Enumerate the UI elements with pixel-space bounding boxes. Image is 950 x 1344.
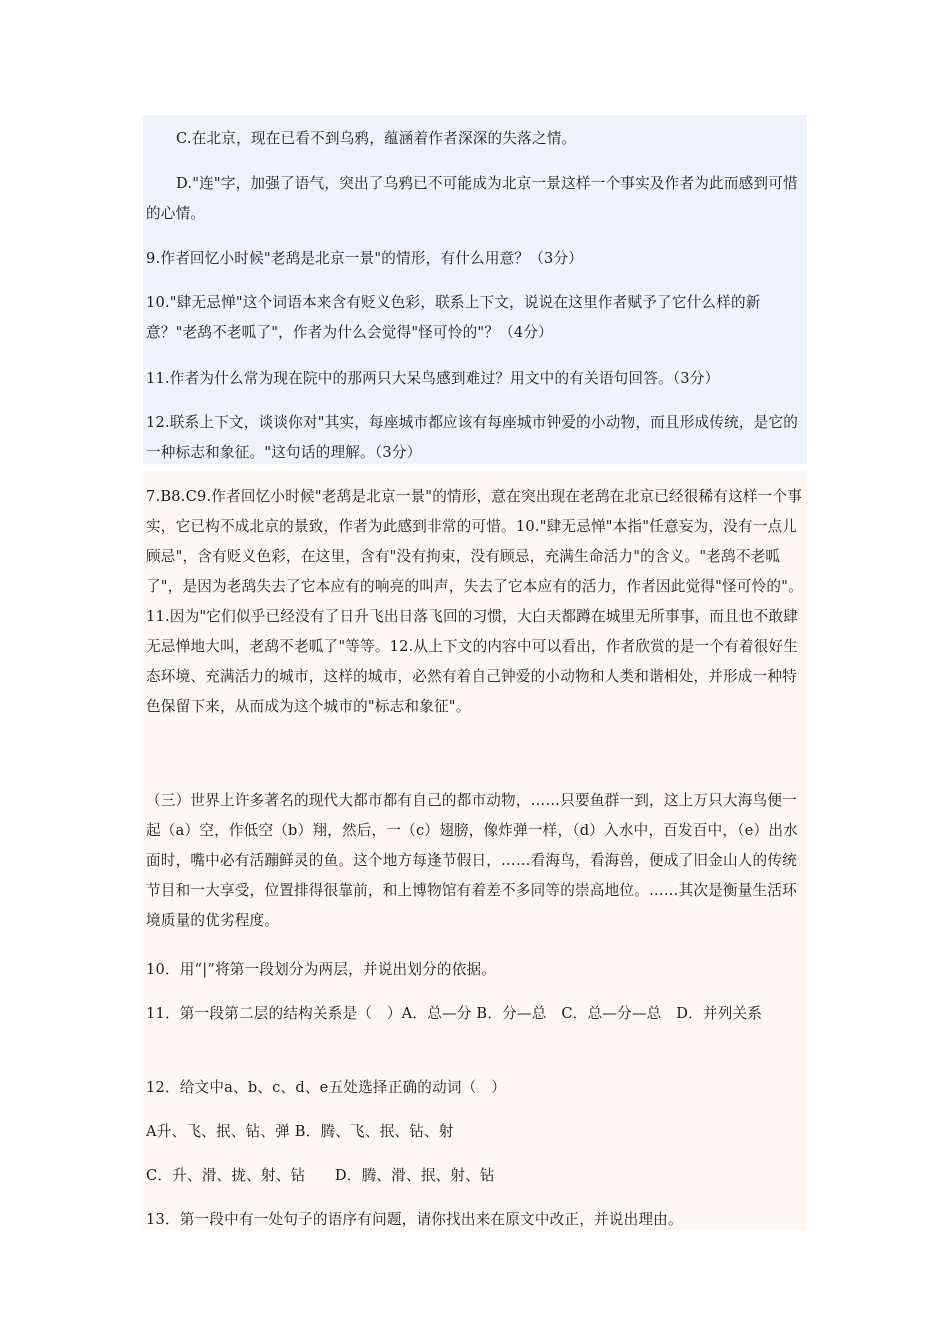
question-13-b: 13．第一段中有一处句子的语序有问题，请你找出来在原文中改正，并说出理由。 <box>146 1211 683 1228</box>
question-12: 12.联系上下文，谈谈你对"其实，每座城市都应该有每座城市钟爱的小动物，而且形成传统，是它的一种标志和象征。"这句话的理解。（3分） <box>146 414 799 461</box>
question-10: 10."肆无忌惮"这个词语本来含有贬义色彩，联系上下文，说说在这里作者赋予了它什么样的新意？"老鸹不老呱了"，作者为什么会觉得"怪可怜的"？（4分） <box>146 294 761 341</box>
answer-key: 7.B8.C9.作者回忆小时候"老鸹是北京一景"的情形，意在突出现在老鸹在北京已经很稀有这样一个事实，它已构不成北京的景致，作者为此感到非常的可惜。10."肆无忌惮"本指"任意妄为，没有一点儿顾忌"，含有贬义色彩，在这里，含有"没有拘束，没有顾忌，充满生命活力"的含义。"老鸹不老呱了"，是因为老鸹失去了它本应有的响亮的叫声，失去了它本应有的活力，作者因此觉得"怪可怜的"。11.因为"它们似乎已经没有了日升飞出日落飞回的习惯，大白天都蹲在城里无所事事，而且也不敢肆无忌惮地大叫，老鸹不老呱了"等等。12.从上下文的内容中可以看出，作者欣赏的是一个有着很好生态环境、充满活力的城市，这样的城市，必然有着自己钟爱的小动物和人类和谐相处，并形成一种特色保留下来，从而成为这个城市的"标志和象征"。 <box>146 488 803 715</box>
passage-three: （三）世界上许多著名的现代大都市都有自己的都市动物，……只要鱼群一到，这上万只大海鸟便一起（a）空，作低空（b）翔，然后，一（c）翅膀，像炸弹一样，（d）入水中，百发百中，（e）出水面时，嘴中必有活蹦鲜灵的鱼。这个地方每逢节假日，……看海鸟，看海兽，便成了旧金山人的传统节目和一大享受，位置排得很靠前，和上博物馆有着差不多同等的崇高地位。……其次是衡量生活环境质量的优劣程度。 <box>146 792 798 929</box>
question-10-b: 10．用“|”将第一段划分为两层，并说出划分的依据。 <box>146 961 497 978</box>
choices-a-b: A升、飞、抿、钻、弹 B．腾、飞、抿、钻、射 <box>146 1123 454 1140</box>
option-d: D."连"字，加强了语气，突出了乌鸦已不可能成为北京一景这样一个事实及作者为此而感到可惜的心情。 <box>146 175 798 222</box>
question-11: 11.作者为什么常为现在院中的那两只大呆鸟感到难过？用文中的有关语句回答。（3分） <box>146 370 720 387</box>
choices-c-d: C．升、滑、拢、射、钻 D．腾、滑、抿、射、钻 <box>146 1167 495 1184</box>
question-9: 9.作者回忆小时候"老鸹是北京一景"的情形，有什么用意？（3分） <box>146 250 584 267</box>
option-c: C.在北京，现在已看不到乌鸦，蕴涵着作者深深的失落之情。 <box>176 130 577 147</box>
question-11-b: 11．第一段第二层的结构关系是（ ）A．总—分 B．分—总 C．总—分—总 D．并列关系 <box>146 1005 763 1022</box>
question-12-b: 12．给文中a、b、c、d、e五处选择正确的动词（ ） <box>146 1079 507 1096</box>
